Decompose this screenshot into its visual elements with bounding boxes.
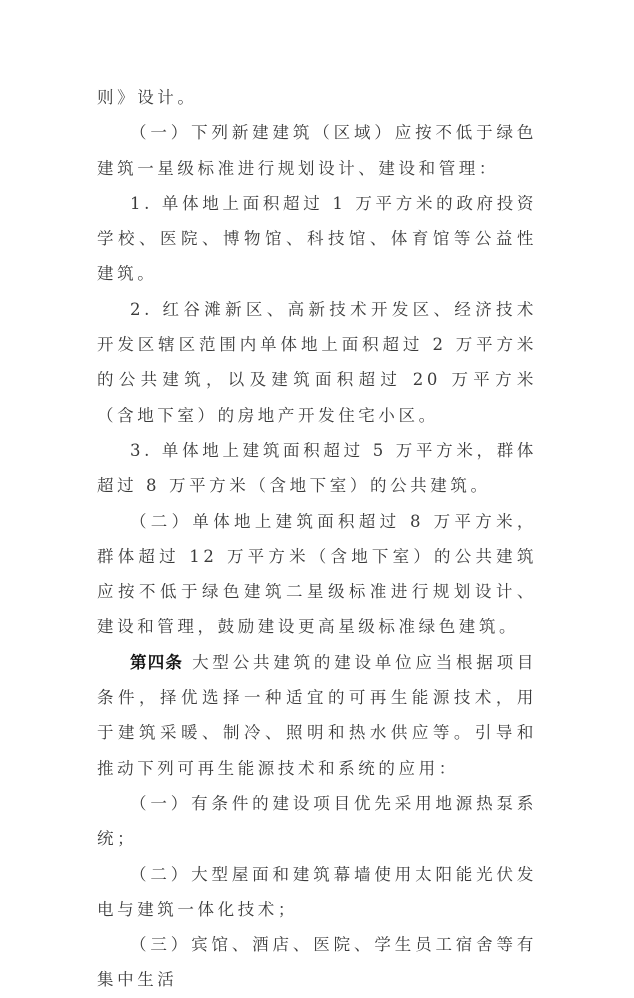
paragraph-item-1b bbox=[97, 786, 537, 857]
paragraph-item-2b bbox=[97, 857, 537, 928]
paragraph-text: 3. 单体地上建筑面积超过 5 万平方米，群体超过 8 万平方米（含地下室）的公共建筑。 bbox=[97, 440, 537, 496]
paragraph-text: （二）单体地上建筑面积超过 8 万平方米，群体超过 12 万平方米（含地下室）的公共建筑应按不低于绿色建筑二星级标准进行规划设计、建设和管理，鼓励建设更高星级标准绿色建筑。 bbox=[97, 511, 537, 637]
paragraph-text: 2. 红谷滩新区、高新技术开发区、经济技术开发区辖区范围内单体地上面积超过 2 万平方米的公共建筑，以及建筑面积超过 20 万平方米（含地下室）的房地产开发住宅小区。 bbox=[97, 299, 537, 425]
paragraph-text: 则》设计。 bbox=[97, 88, 198, 107]
paragraph-subitem-2 bbox=[97, 292, 537, 433]
paragraph-text: 1. 单体地上面积超过 1 万平方米的政府投资学校、医院、博物馆、科技馆、体育馆等公益性建筑。 bbox=[97, 193, 537, 284]
paragraph-text: （一）有条件的建设项目优先采用地源热泵系统； bbox=[97, 793, 537, 849]
article-heading: 第四条 bbox=[130, 652, 184, 672]
paragraph-item-2 bbox=[97, 504, 537, 645]
paragraph-item-3b bbox=[97, 927, 537, 998]
paragraph-continuation bbox=[97, 80, 537, 115]
paragraph-text: （一）下列新建建筑（区域）应按不低于绿色建筑一星级标准进行规划设计、建设和管理： bbox=[97, 123, 537, 178]
document-page bbox=[97, 80, 537, 998]
paragraph-text: （三）宾馆、酒店、医院、学生员工宿舍等有集中生活 bbox=[97, 935, 537, 990]
paragraph-item-1 bbox=[97, 115, 537, 186]
paragraph-subitem-3 bbox=[97, 433, 537, 504]
paragraph-text: （二）大型屋面和建筑幕墙使用太阳能光伏发电与建筑一体化技术； bbox=[97, 864, 537, 919]
paragraph-subitem-1 bbox=[97, 186, 537, 292]
article-four-paragraph bbox=[97, 645, 537, 786]
paragraph-text: 大型公共建筑的建设单位应当根据项目条件，择优选择一种适宜的可再生能源技术，用于建筑采暖、制冷、照明和热水供应等。引导和推动下列可再生能源技术和系统的应用： bbox=[97, 652, 537, 778]
